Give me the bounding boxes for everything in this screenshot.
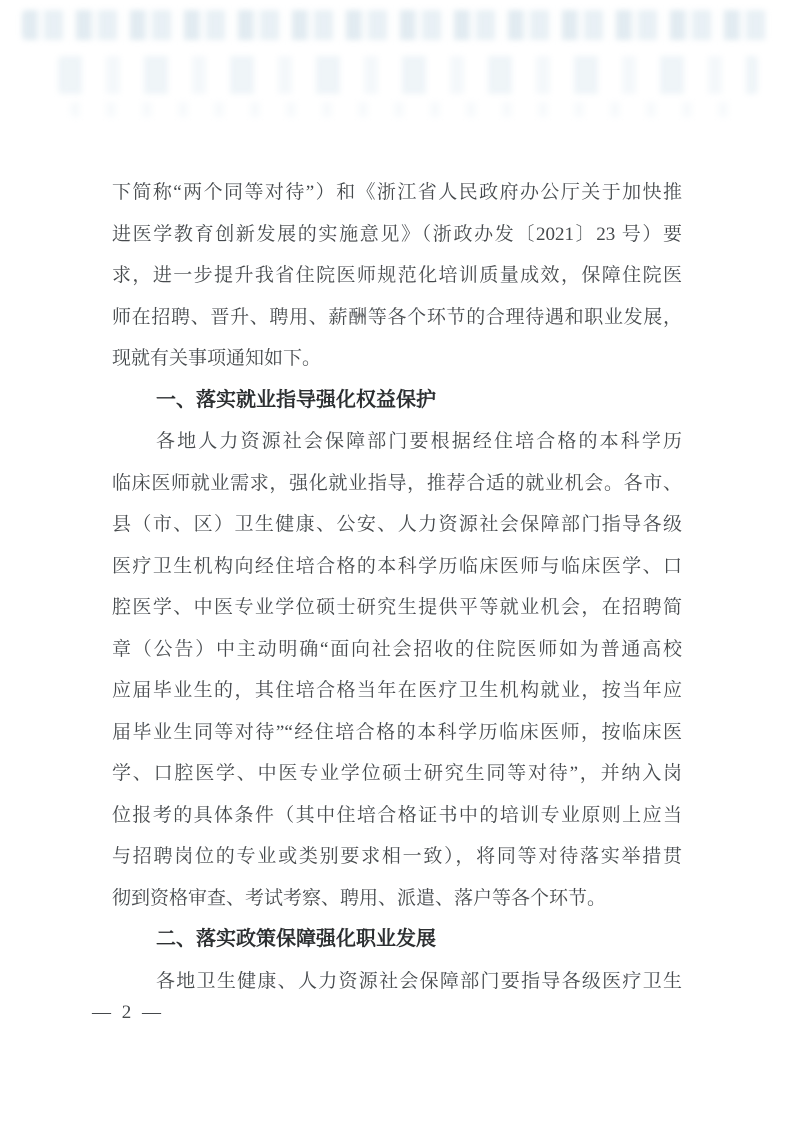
section-1-heading: 一、落实就业指导强化权益保护 (156, 388, 436, 411)
text-line: 应届毕业生的，其住培合格当年在医疗卫生机构就业，按当年应 (112, 680, 682, 701)
text-line: 与招聘岗位的专业或类别要求相一致），将同等对待落实举措贯 (112, 846, 682, 867)
text-line: 位报考的具体条件（其中住培合格证书中的培训专业原则上应当 (112, 804, 682, 826)
section-2-heading: 二、落实政策保障强化职业发展 (156, 928, 436, 950)
bleed-through-artifact-row2 (58, 56, 758, 94)
text-line: 县（市、区）卫生健康、公安、人力资源社会保障部门指导各级 (112, 514, 682, 535)
text-line: 医疗卫生机构向经住培合格的本科学历临床医师与临床医学、口 (112, 555, 682, 577)
bleed-through-artifact-row3 (70, 102, 750, 117)
text-line: 彻到资格审查、考试考察、聘用、派遣、落户等各个环节。 (112, 887, 607, 909)
document-body (112, 172, 682, 1002)
text-line: 各地卫生健康、人力资源社会保障部门要指导各级医疗卫生 (156, 970, 682, 992)
text-line: 各地人力资源社会保障部门要根据经住培合格的本科学历 (156, 431, 682, 452)
text-line: 下简称“两个同等对待”）和《浙江省人民政府办公厅关于加快推 (112, 182, 682, 203)
text-line: 学、口腔医学、中医专业学位硕士研究生同等对待”，并纳入岗 (112, 763, 682, 784)
text-line: 现就有关事项通知如下。 (112, 348, 322, 369)
bleed-through-artifact-row1 (22, 10, 770, 40)
text-line: 求，进一步提升我省住院医师规范化培训质量成效，保障住院医 (112, 265, 682, 286)
text-line: 章（公告）中主动明确“面向社会招收的住院医师如为普通高校 (112, 638, 682, 660)
text-line: 腔医学、中医专业学位硕士研究生提供平等就业机会，在招聘简 (112, 597, 682, 618)
text-line: 届毕业生同等对待”“经住培合格的本科学历临床医师，按临床医 (112, 721, 682, 743)
text-line: 进医学教育创新发展的实施意见》（浙政办发〔2021〕23 号）要 (112, 223, 682, 245)
text-line: 师在招聘、晋升、聘用、薪酬等各个环节的合理待遇和职业发展， (112, 306, 682, 328)
text-line: 临床医师就业需求，强化就业指导，推荐合适的就业机会。各市、 (112, 472, 682, 494)
page-number: — 2 — (92, 1002, 164, 1023)
